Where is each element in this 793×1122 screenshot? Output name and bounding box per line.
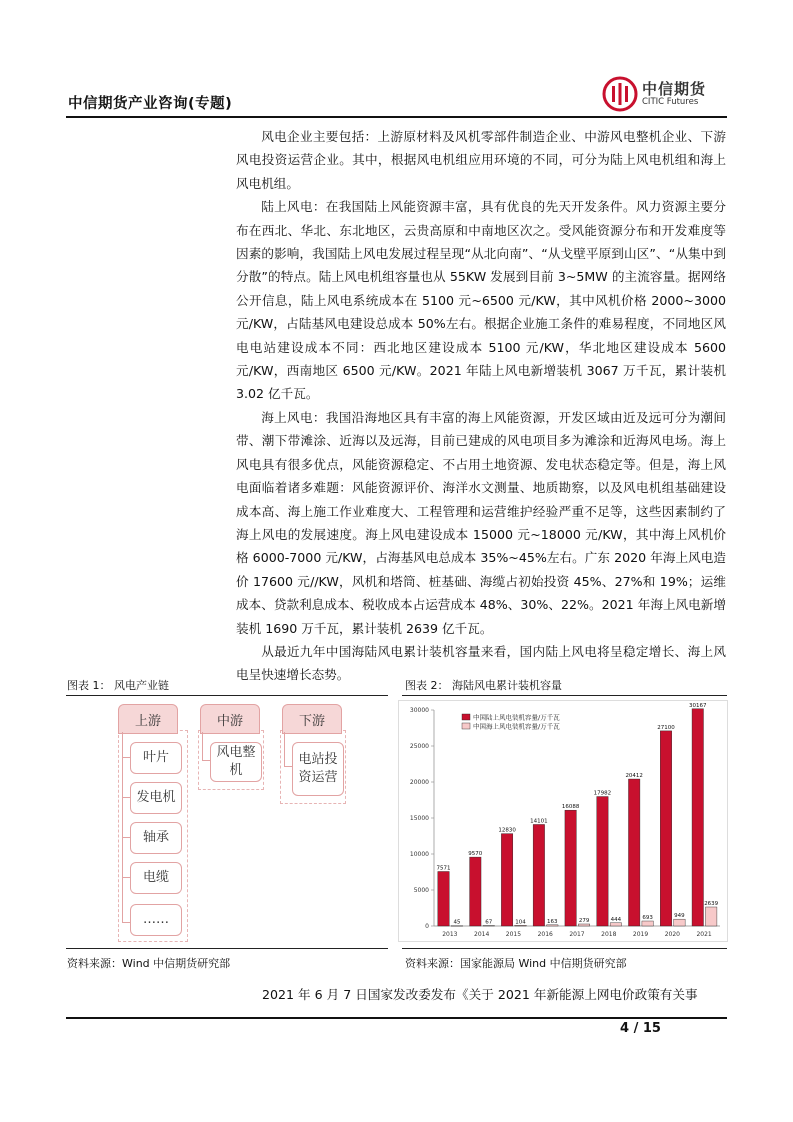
bar-onshore-label: 20412 [625,773,643,780]
legend-label: 中国海上风电装机容量/万千瓦 [473,722,560,731]
bar-offshore-label: 693 [642,915,653,922]
page-header-title: 中信期货产业咨询(专题) [68,96,233,112]
bar-offshore [483,926,494,927]
figure2-bottom-rule [402,948,727,949]
midstream-item-turbine: 风电整机 [210,742,262,782]
wind-capacity-chart [398,700,728,942]
bar-onshore-label: 9570 [468,851,483,858]
figure2-top-rule [402,695,727,696]
paragraph: 从最近九年中国海陆风电累计装机容量来看，国内陆上风电将呈稳定增长、海上风电呈快速增长态势。 [236,643,726,683]
midstream-tab: 中游 [200,704,260,734]
upstream-item-generator: 发电机 [130,782,182,814]
continuation-text: 2021 年 6 月 7 日国家发改委发布《关于 2021 年新能源上网电价政策有关事 [262,987,698,1002]
figure1-top-rule [66,695,388,696]
y-tick-label: 15000 [409,815,429,822]
legend-swatch [462,714,470,720]
bar-offshore [705,907,716,926]
bar-onshore [533,824,544,926]
bar-onshore-label: 17982 [593,790,612,797]
bar-offshore-label: 444 [610,916,622,923]
paragraph: 海上风电：我国沿海地区具有丰富的海上风能资源，开发区域由近及远可分为潮间带、潮下带滩涂、近海以及远海，目前已建成的风电项目多为滩涂和近海风电场。海上风电具有很多优点，风能资源稳定、不占用土地资源、发电状态稳定等。但是，海上风电面临着诸多难题：风能资源评价、海洋水文测量、地质勘察，以及风电机组基础建设成本高、海上施工作业难度大、工程管理和运营维护经验严重不足等，这些因素制约了海上风电的发展速度。海上风电建设成本 15000 元~18000 元/KW，其中海上风机价格 6000-7000 元/KW，占海基风电总成本 35%~45%左右。广东 2020 年海上风电造价 17600 元//KW，风机和塔筒、桩基础、海缆占初始投资 45%、27%和 19%；运维成本、贷款利息成本、税收成本占运营成本 48%、30%、22%。2021 年海上风电新增装机 1690 万千瓦，累计装机 2639 亿千瓦。 [236,409,726,636]
bar-onshore [501,834,512,926]
x-tick-label: 2018 [601,931,617,938]
legend-swatch [462,723,470,729]
bar-onshore [565,810,576,926]
figure1-source: 资料来源：Wind 中信期货研究部 [67,957,231,970]
bar-offshore-label: 67 [485,919,493,926]
bar-offshore-label: 2639 [704,900,719,907]
x-tick-label: 2014 [474,931,490,938]
x-tick-label: 2017 [569,931,585,938]
upstream-item-cable: 电缆 [130,862,182,894]
bar-onshore-label: 14101 [530,818,548,825]
bar-offshore-label: 45 [453,919,461,926]
bar-onshore-label: 16088 [561,804,580,811]
y-tick-label: 0 [425,923,429,930]
x-tick-label: 2015 [505,931,522,938]
bar-onshore [470,857,481,926]
bar-offshore-label: 949 [674,913,685,920]
x-tick-label: 2020 [664,931,680,938]
bar-offshore-label: 104 [515,919,526,926]
upstream-tab: 上游 [118,704,178,734]
logo-cn-text: 中信期货 [642,80,707,98]
upstream-item-more: …… [130,904,182,936]
figure1-bottom-rule [66,948,388,949]
downstream-tab: 下游 [282,704,342,734]
y-tick-label: 25000 [409,743,429,750]
bar-onshore-label: 12830 [498,827,516,834]
y-tick-label: 30000 [409,707,429,714]
page-number: 4 / 15 [620,1021,661,1036]
industry-chain-diagram [110,700,360,945]
x-tick-label: 2021 [696,931,712,938]
bar-onshore [597,797,608,926]
bar-offshore [674,919,685,926]
figure2-caption: 图表 2： 海陆风电累计装机容量 [405,679,562,692]
bar-offshore-label: 163 [547,918,558,925]
upstream-item-bearing: 轴承 [130,822,182,854]
header-divider [66,116,727,118]
bar-onshore-label: 27100 [657,724,675,731]
body-text [236,125,726,687]
bar-offshore [578,924,589,926]
upstream-item-blade: 叶片 [130,742,182,774]
x-tick-label: 2016 [537,931,553,938]
y-tick-label: 5000 [413,887,429,894]
paragraph: 陆上风电：在我国陆上风能资源丰富，具有优良的先天开发条件。风力资源主要分布在西北、华北、东北地区，云贵高原和中南地区次之。受风能资源分布和开发难度等因素的影响，我国陆上风电发展过程呈现“从北向南”、“从戈壁平原到山区”、“从集中到分散”的特点。陆上风电机组容量也从 55KW 发展到目前 3~5MW 的主流容量。据网络公开信息，陆上风电系统成本在 5100 元~6500 元/KW，其中风机价格 2000~3000 元/KW，占陆基风电建设总成本 50%左右。根据企业施工条件的难易程度，不同地区风电电站建设成本不同：西北地区建设成本 5100 元/KW，华北地区建设成本 5600 元/KW，西南地区 6500 元/KW。2021 年陆上风电新增装机 3067 万千瓦，累计装机 3.02 亿千瓦。 [236,199,726,402]
bar-onshore [692,709,703,926]
bar-offshore [451,926,462,927]
bar-offshore [642,921,653,926]
downstream-item-operation: 电站投资运营 [292,742,344,796]
footer-divider [66,1017,727,1019]
logo-en-text: CITIC Futures [642,97,699,107]
bar-offshore-label: 279 [578,917,590,924]
figure2-source: 资料来源：国家能源局 Wind 中信期货研究部 [405,957,627,970]
y-tick-label: 20000 [409,779,429,786]
bar-offshore [515,925,526,926]
bar-onshore-label: 30167 [689,702,707,709]
bar-onshore [660,731,671,926]
legend-label: 中国陆上风电装机容量/万千瓦 [473,713,560,722]
citic-logo-icon [602,76,638,112]
bar-offshore [547,925,558,926]
x-tick-label: 2013 [442,931,458,938]
y-tick-label: 10000 [409,851,429,858]
bar-onshore-label: 7571 [436,865,451,872]
bar-onshore [438,871,449,926]
paragraph: 风电企业主要包括：上游原材料及风机零部件制造企业、中游风电整机企业、下游风电投资运营企业。其中，根据风电机组应用环境的不同，可分为陆上风电机组和海上风电机组。 [236,129,726,191]
bar-offshore [610,923,621,926]
bar-onshore [628,779,639,926]
x-tick-label: 2019 [632,931,649,938]
figure1-caption: 图表 1： 风电产业链 [67,679,169,692]
